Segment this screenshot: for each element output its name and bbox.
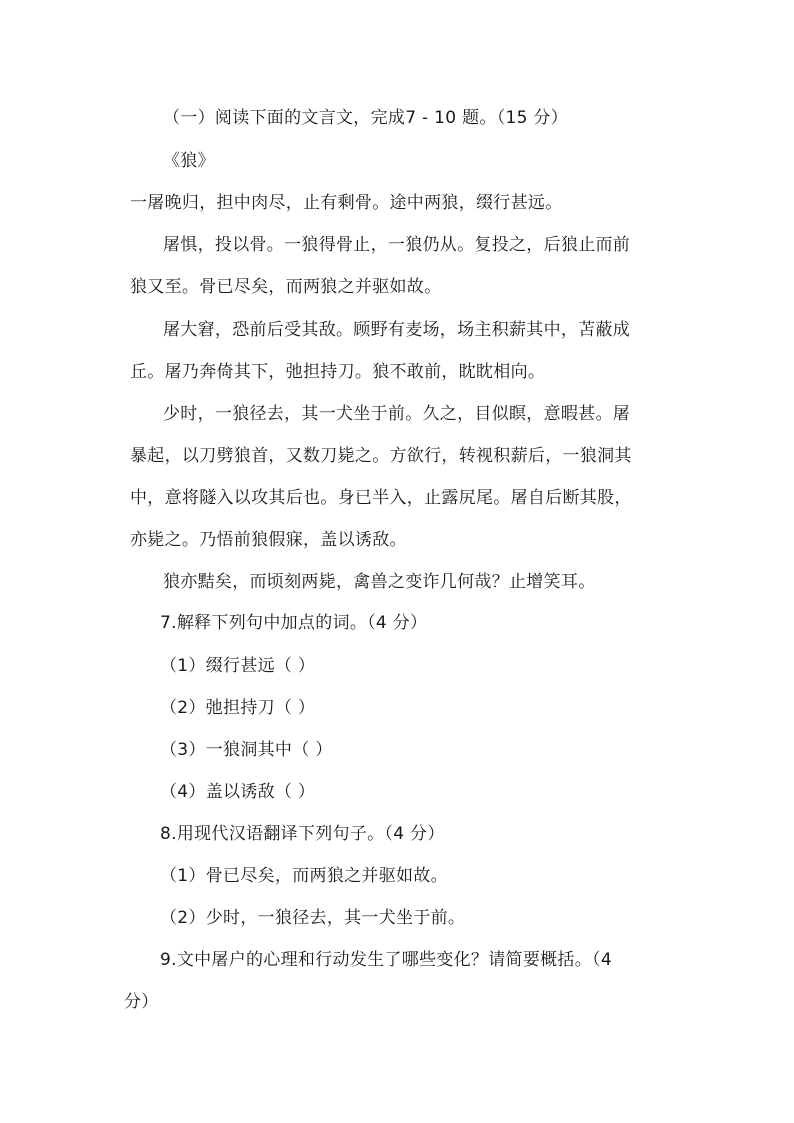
passage-line: 屠大窘，恐前后受其敌。顾野有麦场，场主积薪其中，苫蔽成 bbox=[163, 320, 631, 340]
passage-line: 狼亦黠矣，而顷刻两毙，禽兽之变诈几何哉？止增笑耳。 bbox=[163, 572, 596, 592]
question-9-prompt-continued: 分） bbox=[124, 992, 159, 1012]
section-header: （一）阅读下面的文言文，完成7 - 10 题。（15 分） bbox=[163, 108, 569, 128]
passage-line: 狼又至。骨已尽矣，而两狼之并驱如故。 bbox=[130, 277, 442, 297]
question-7-item: （1）缀行甚远（ ） bbox=[160, 656, 316, 676]
passage-line: 一屠晚归，担中肉尽，止有剩骨。途中两狼，缀行甚远。 bbox=[130, 193, 563, 213]
question-7-item: （2）弛担持刀（ ） bbox=[160, 698, 316, 718]
passage-line: 暴起，以刀劈狼首，又数刀毙之。方欲行，转视积薪后，一狼洞其 bbox=[130, 446, 632, 466]
passage-line: 中，意将隧入以攻其后也。身已半入，止露尻尾。屠自后断其股， bbox=[130, 488, 632, 508]
passage-line: 少时，一狼径去，其一犬坐于前。久之，目似瞑，意暇甚。屠 bbox=[163, 404, 631, 424]
question-7-item: （3）一狼洞其中（ ） bbox=[160, 740, 333, 760]
question-8-item: （1）骨已尽矣，而两狼之并驱如故。 bbox=[160, 866, 448, 886]
question-7-item: （4）盖以诱敌（ ） bbox=[160, 782, 316, 802]
question-7-prompt: 7.解释下列句中加点的词。（4 分） bbox=[160, 613, 428, 633]
passage-line: 亦毙之。乃悟前狼假寐，盖以诱敌。 bbox=[130, 530, 407, 550]
passage-line: 丘。屠乃奔倚其下，弛担持刀。狼不敢前，眈眈相向。 bbox=[130, 362, 546, 382]
passage-line: 屠惧，投以骨。一狼得骨止，一狼仍从。复投之，后狼止而前 bbox=[163, 235, 631, 255]
question-9-prompt: 9.文中屠户的心理和行动发生了哪些变化？请简要概括。（4 bbox=[160, 950, 612, 970]
question-8-item: （2）少时，一狼径去，其一犬坐于前。 bbox=[160, 908, 466, 928]
passage-title: 《狼》 bbox=[163, 151, 215, 171]
question-8-prompt: 8.用现代汉语翻译下列句子。（4 分） bbox=[160, 824, 445, 844]
